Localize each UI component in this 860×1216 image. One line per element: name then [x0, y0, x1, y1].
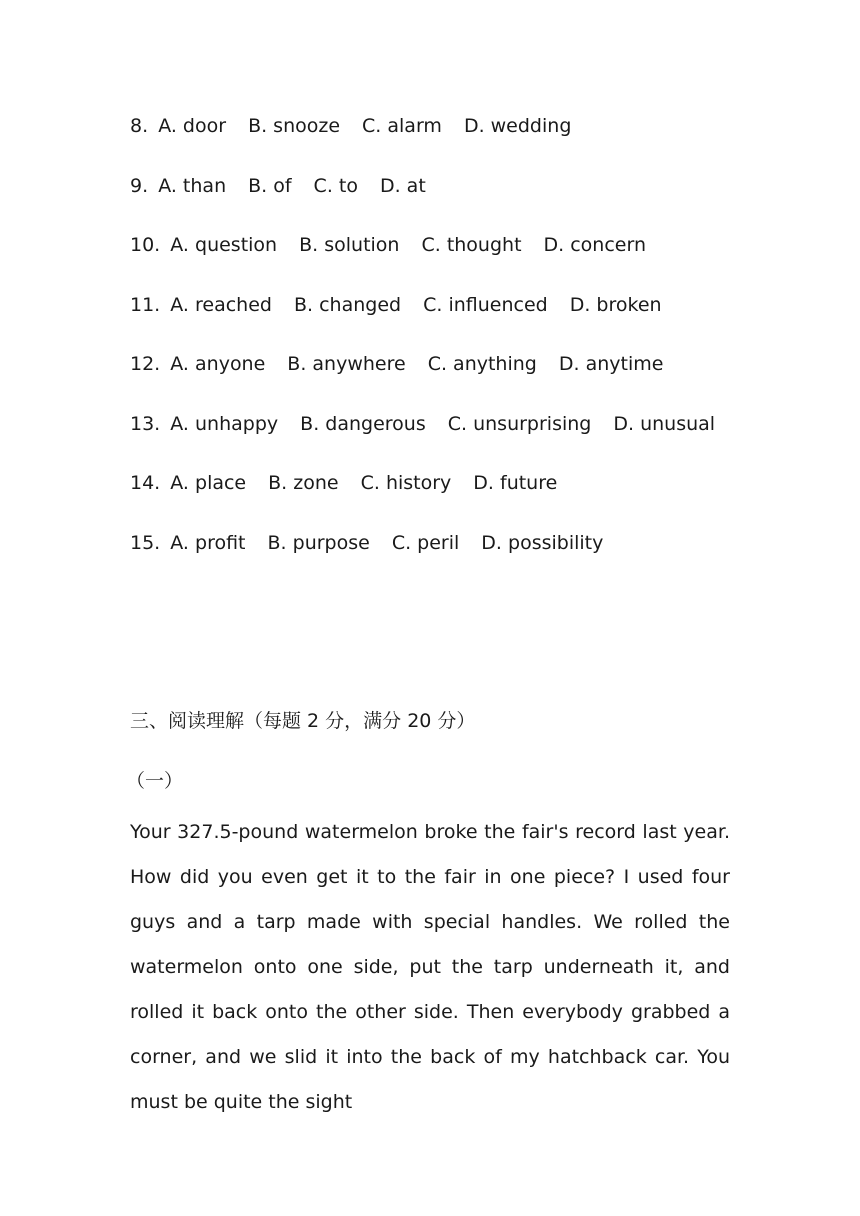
option-a: A. question [170, 234, 278, 256]
question-13 [130, 410, 750, 470]
option-c: C. anything [427, 353, 537, 375]
question-14 [130, 469, 750, 529]
reading-section [126, 706, 730, 1125]
option-a: A. anyone [170, 353, 266, 375]
question-9 [130, 172, 750, 232]
option-d: D. unusual [613, 412, 716, 435]
question-number: 13. [130, 412, 161, 435]
option-b: B. changed [293, 293, 402, 316]
option-a: A. than [158, 174, 227, 197]
option-b: B. of [248, 174, 292, 197]
question-15 [130, 529, 750, 589]
option-b: B. anywhere [287, 353, 406, 375]
question-number: 10. [130, 234, 161, 256]
passage-text: Your 327.5-pound watermelon broke the fair's record last year. How did you even get it to the fair in one piece? I used four guys and a tarp made with special handles. We rolled the watermelon onto one side, put the tarp underneath it, and rolled it back onto the other side. Then everybody grabbed a corner, and we slid it into the back of my hatchback car. You must be quite the sight [130, 821, 730, 1113]
option-a: A. place [170, 472, 247, 494]
question-number: 12. [130, 353, 161, 375]
option-b: B. dangerous [300, 412, 426, 435]
question-8 [130, 112, 750, 172]
option-d: D. broken [569, 293, 662, 316]
option-a: A. door [158, 115, 227, 137]
option-b: B. solution [299, 234, 400, 256]
question-number: 15. [130, 531, 161, 554]
option-c: C. influenced [423, 293, 548, 316]
option-b: B. zone [268, 472, 339, 494]
question-options-list [130, 112, 750, 588]
question-10 [130, 231, 750, 291]
subsection-label: （一） [126, 770, 184, 792]
question-number: 14. [130, 472, 161, 494]
option-c: C. thought [421, 234, 522, 256]
question-number: 11. [130, 293, 161, 316]
question-number: 8. [130, 115, 149, 137]
option-d: D. future [473, 472, 558, 494]
option-d: D. concern [543, 234, 647, 256]
question-number: 9. [130, 174, 149, 197]
option-c: C. to [313, 174, 358, 197]
option-d: D. at [379, 174, 426, 197]
option-d: D. wedding [463, 115, 572, 137]
option-d: D. possibility [481, 531, 604, 554]
option-d: D. anytime [558, 353, 664, 375]
option-c: C. alarm [362, 115, 442, 137]
option-b: B. snooze [248, 115, 341, 137]
option-c: C. unsurprising [447, 412, 592, 435]
section-title: 三、阅读理解（每题 2 分，满分 20 分） [130, 710, 476, 732]
question-11 [130, 291, 750, 351]
option-a: A. profit [170, 531, 246, 554]
option-a: A. reached [170, 293, 272, 316]
option-c: C. peril [391, 531, 460, 554]
option-a: A. unhappy [170, 412, 279, 435]
option-b: B. purpose [267, 531, 370, 554]
question-12 [130, 350, 750, 410]
option-c: C. history [360, 472, 452, 494]
